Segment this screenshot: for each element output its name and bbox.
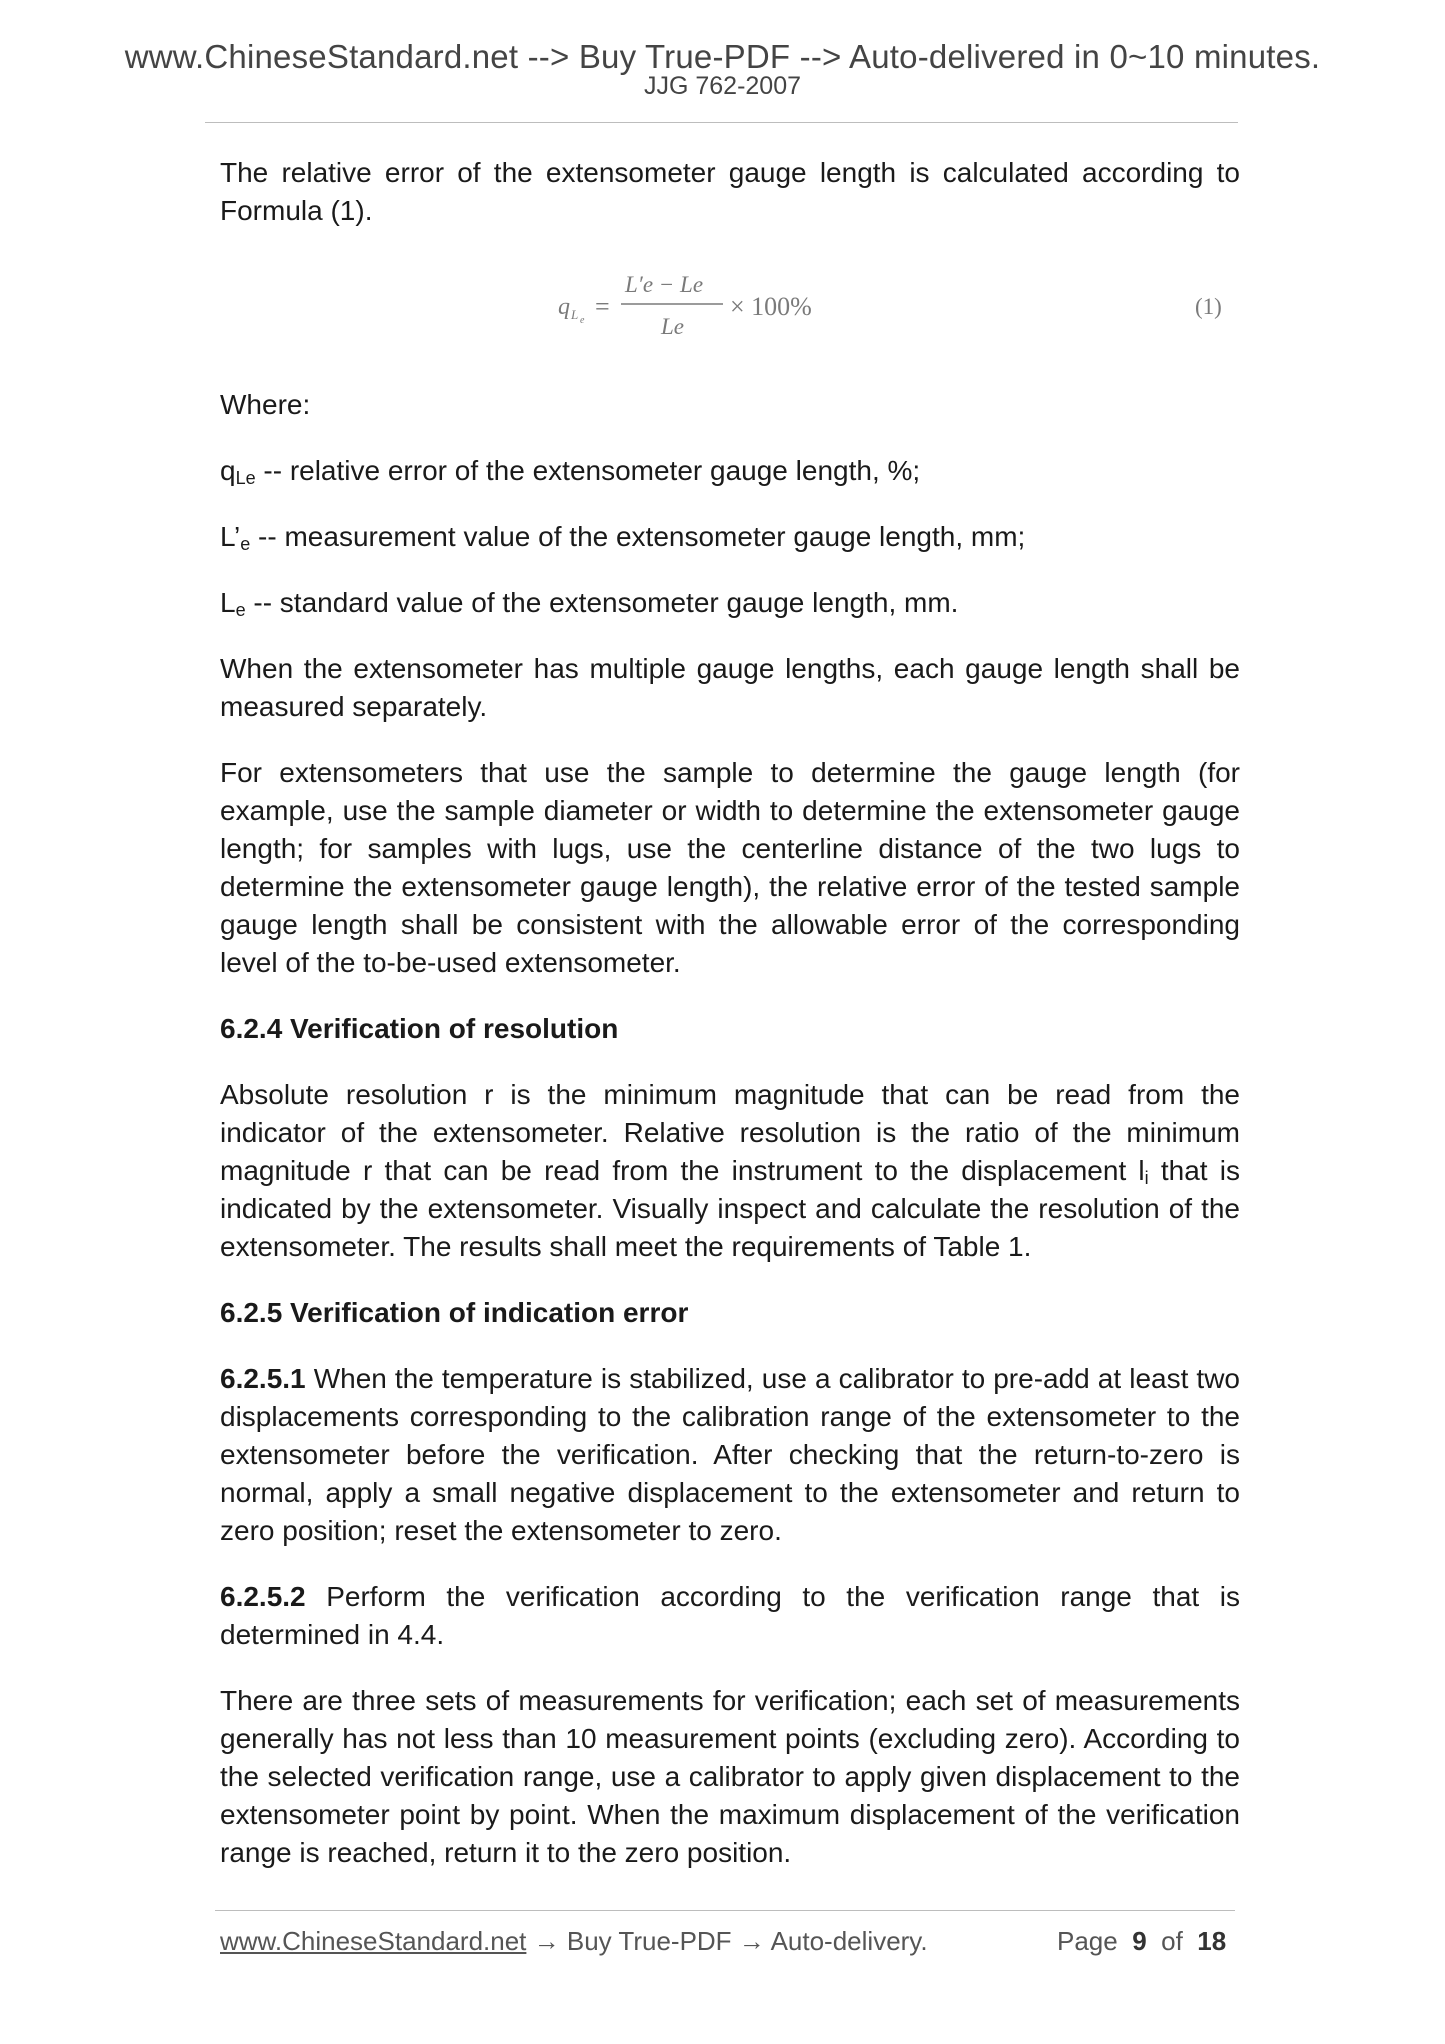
site-banner[interactable]: www.ChineseStandard.net --> Buy True-PDF --> Auto-delivered in 0~10 minutes. — [124, 38, 1321, 75]
formula-number: (1) — [1195, 294, 1222, 319]
footer-tail: → Buy True-PDF → Auto-delivery. — [526, 1926, 928, 1956]
paragraph-sample-gauge: For extensometers that use the sample to determine the gauge length (for example, use the sample diameter or width to determine the extensometer gauge length; for samples with lugs, use the centerline distance of the two lugs to determine the extensometer gauge length), the relative error of the tested sample gauge length shall be consistent with the allowable error of the corresponding level of the to-be-used extensometer. — [220, 757, 1240, 978]
formula-equals: = — [595, 292, 610, 321]
paragraph-measurement-sets: There are three sets of measurements for verification; each set of measurements generally has not less than 10 measurement points (excluding zero). According to the selected verification range, use a calibrator to apply given displacement to the extensometer point by point. When the maximum displacement of the verification range is reached, return it to the zero position. — [220, 1685, 1240, 1868]
formula-graphic — [220, 258, 1240, 358]
formula-lhs-sub: L — [571, 307, 579, 322]
intro-paragraph: The relative error of the extensometer gauge length is calculated according to Formula (1). — [220, 157, 1240, 226]
formula-1 — [220, 258, 1240, 358]
formula-times: × 100% — [730, 292, 812, 321]
formula-denominator: Le — [661, 314, 684, 339]
formula-numerator: L′e − Le — [625, 272, 704, 297]
where-label: Where: — [220, 389, 311, 420]
page-number: 9 — [1132, 1926, 1147, 1956]
page-indicator: Page 9 of 18 — [1057, 1926, 1227, 1956]
paragraph-6-2-5-1: 6.2.5.1 When the temperature is stabilized, use a calibrator to pre-add at least two displacements corresponding to the calibration range of the extensometer to the extensometer before the verification. After checking that the return-to-zero is normal, apply a small negative displacement to the extensometer and return to zero position; reset the extensometer to zero. — [220, 1363, 1240, 1546]
page-body — [220, 154, 1240, 1872]
formula-lhs: q — [558, 294, 570, 320]
footer-link[interactable]: www.ChineseStandard.net — [220, 1926, 527, 1956]
footer-text — [220, 1926, 928, 1957]
header-divider — [205, 122, 1238, 123]
standard-number: JJG 762-2007 — [643, 72, 802, 100]
heading-6-2-4: 6.2.4 Verification of resolution — [220, 1013, 619, 1044]
paragraph-resolution: Absolute resolution r is the minimum magnitude that can be read from the indicator of the extensometer. Relative resolution is the ratio of the minimum magnitude r that can be read from the instrument to the displacement $l_i$ that is indicated by the extensometer. Visually inspect and calculate the resolution of the extensometer. The results shall meet the requirements of Table 1. — [220, 1079, 1241, 1262]
formula-lhs-subsub: e — [580, 315, 585, 326]
definition-l-measured: $L’_e$ -- measurement value of the extensometer gauge length, mm; — [220, 521, 1026, 554]
page-total: 18 — [1197, 1926, 1227, 1956]
footer-divider — [215, 1910, 1235, 1911]
definition-q: $q_{Le}$ -- relative error of the extensometer gauge length, %; — [220, 455, 921, 488]
definition-l-standard: $L_e$ -- standard value of the extensometer gauge length, mm. — [220, 587, 959, 620]
heading-6-2-5: 6.2.5 Verification of indication error — [220, 1297, 689, 1328]
paragraph-multiple-gauge: When the extensometer has multiple gauge lengths, each gauge length shall be measured separately. — [220, 653, 1240, 722]
paragraph-6-2-5-2: 6.2.5.2 Perform the verification according to the verification range that is determined in 4.4. — [220, 1581, 1240, 1650]
